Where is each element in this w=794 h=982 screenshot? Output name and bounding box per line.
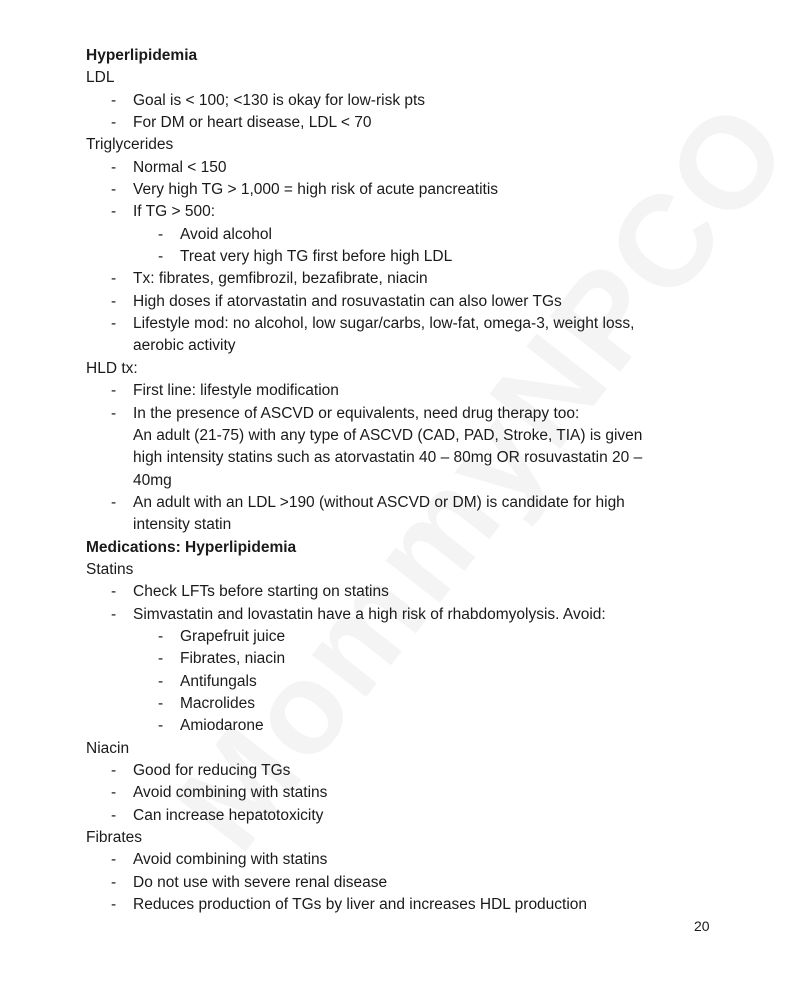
line-text: An adult with an LDL >190 (without ASCVD or DM) is candidate for high [133,493,625,511]
bullet-dash: - [111,158,117,176]
list-item [86,715,726,737]
line-text: high intensity statins such as atorvastatin 40 – 80mg OR rosuvastatin 20 – [133,449,643,467]
line-text: Treat very high TG first before high LDL [180,248,453,266]
bullet-dash: - [111,784,117,802]
bullet-dash: - [111,605,117,623]
section-heading [86,45,726,67]
line-text: Normal < 150 [133,158,227,176]
line-text: Niacin [86,739,130,757]
list-item-continuation [86,514,726,536]
bullet-dash: - [111,762,117,779]
list-item [86,693,726,715]
bullet-dash: - [111,203,117,221]
line-text: Triglycerides [86,136,174,154]
bullet-dash: - [158,694,164,712]
section-heading [86,537,726,559]
bullet-dash: - [111,806,117,824]
list-item [86,581,726,603]
line-text: Goal is < 100; <130 is okay for low-risk pts [133,91,426,109]
list-item [86,671,726,693]
bullet-dash: - [111,114,117,132]
line-text: Fibrates [86,829,142,847]
line-text: First line: lifestyle modification [133,382,339,400]
page-number: 20 [694,918,710,934]
list-item [86,626,726,648]
bullet-dash: - [111,91,117,109]
bullet-dash: - [158,650,164,668]
line-text: Fibrates, niacin [180,650,286,668]
bullet-dash: - [158,717,164,735]
line-text: intensity statin [133,516,232,534]
bullet-dash: - [111,404,117,422]
list-item-continuation [86,470,726,492]
subsection-label [86,358,726,380]
line-text: High doses if atorvastatin and rosuvastatin can also lower TGs [133,292,562,310]
line-text: Can increase hepatotoxicity [133,806,324,824]
subsection-label [86,134,726,156]
line-text: Check LFTs before starting on statins [133,583,389,601]
list-item [86,872,726,894]
list-item [86,201,726,223]
list-item [86,849,726,871]
bullet-dash: - [158,672,164,690]
list-item [86,268,726,290]
list-item [86,157,726,179]
list-item [86,380,726,402]
list-item [86,90,726,112]
line-text: Avoid alcohol [180,225,272,243]
list-item [86,403,726,425]
list-item-continuation [86,425,726,447]
list-item [86,805,726,827]
list-item [86,760,726,782]
bullet-dash: - [158,225,164,243]
list-item [86,782,726,804]
line-text: For DM or heart disease, LDL < 70 [133,114,372,132]
line-text: If TG > 500: [133,203,215,221]
line-text: Statins [86,560,134,578]
line-text: Very high TG > 1,000 = high risk of acute pancreatitis [133,181,499,199]
bullet-dash: - [111,292,117,310]
bullet-dash: - [158,248,164,266]
list-item [86,492,726,514]
bullet-dash: - [111,583,117,601]
list-item-continuation [86,335,726,357]
bullet-dash: - [111,896,117,914]
bullet-dash: - [111,315,117,333]
line-text: Avoid combining with statins [133,784,328,802]
line-text: Simvastatin and lovastatin have a high risk of rhabdomyolysis. Avoid: [133,605,606,623]
bullet-dash: - [111,851,117,869]
line-text: Antifungals [180,672,257,690]
document-page [86,45,726,916]
list-item [86,894,726,916]
line-text: Hyperlipidemia [86,47,198,64]
line-text: Medications: Hyperlipidemia [86,538,297,556]
line-text: Grapefruit juice [180,627,286,645]
list-item [86,291,726,313]
subsection-label [86,67,726,89]
bullet-dash: - [111,382,117,400]
list-item [86,246,726,268]
line-text: Good for reducing TGs [133,762,291,779]
line-text: 40mg [133,471,172,489]
line-text: Amiodarone [180,717,264,735]
bullet-dash: - [111,270,117,288]
line-text: An adult (21-75) with any type of ASCVD (CAD, PAD, Stroke, TIA) is given [133,426,643,444]
bullet-dash: - [111,493,117,511]
line-text: Lifestyle mod: no alcohol, low sugar/carbs, low-fat, omega-3, weight loss, [133,315,635,333]
subsection-label [86,559,726,581]
list-item [86,112,726,134]
line-text: Do not use with severe renal disease [133,873,388,891]
subsection-label [86,738,726,760]
bullet-dash: - [111,873,117,891]
subsection-label [86,827,726,849]
line-text: aerobic activity [133,337,236,355]
line-text: Tx: fibrates, gemfibrozil, bezafibrate, niacin [133,270,428,288]
list-item [86,224,726,246]
list-item [86,179,726,201]
bullet-dash: - [158,627,164,645]
line-text: In the presence of ASCVD or equivalents, need drug therapy too: [133,404,580,422]
line-text: Avoid combining with statins [133,851,328,869]
line-text: LDL [86,69,115,87]
list-item-continuation [86,447,726,469]
line-text: Macrolides [180,694,255,712]
line-text: HLD tx: [86,359,138,377]
list-item [86,648,726,670]
bullet-dash: - [111,181,117,199]
list-item [86,313,726,335]
list-item [86,604,726,626]
line-text: Reduces production of TGs by liver and increases HDL production [133,896,588,914]
